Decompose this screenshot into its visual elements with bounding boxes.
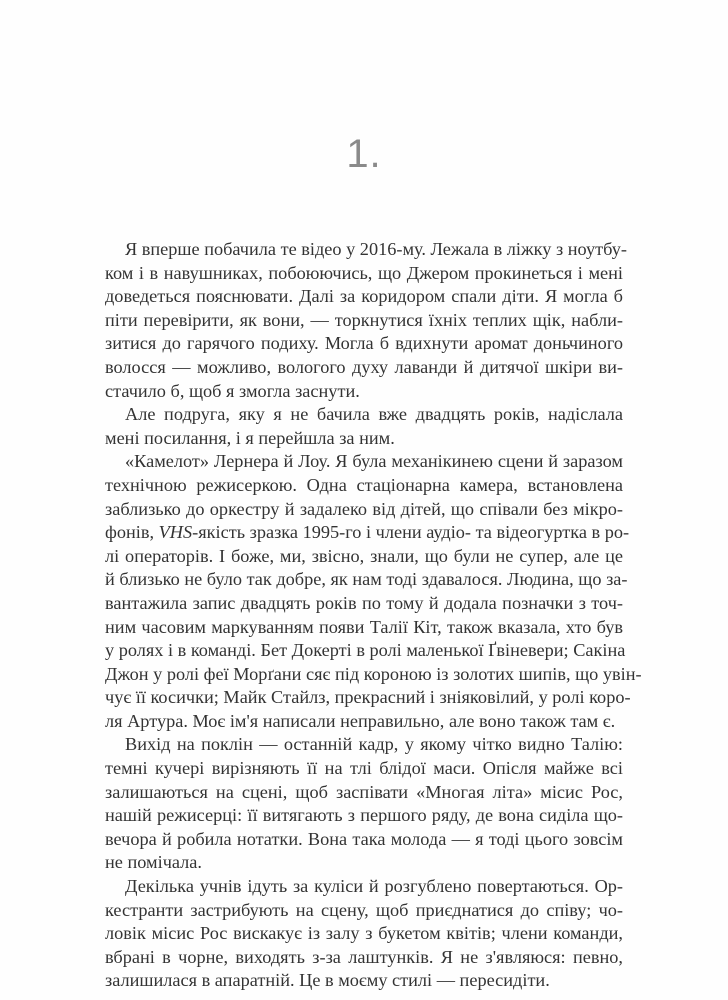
text-line: Але подруга, яку я не бачила вже двадцять років, надіслала — [125, 404, 623, 425]
text-line: зитися до гарячого подиху. Могла б вдихнути аромат доньчиного — [105, 333, 623, 354]
text-line: ля Артура. Моє ім'я написали неправильно, але воно також там є. — [105, 710, 616, 731]
text-line: ним часовим маркуванням появи Талії Кіт, також вказала, хто був — [105, 616, 623, 637]
text-line: залишаються на сцені, щоб заспівати «Многая літа» місис Рос, — [105, 781, 623, 802]
text-line: залишилася в апаратній. Це в моєму стилі — пересидіти. — [105, 970, 550, 991]
text-line: стачило б, щоб я змогла заснути. — [105, 380, 360, 401]
text-line: фонів, VHS-якість зразка 1995-го і члени аудіо- та відеогуртка в ро- — [105, 522, 630, 543]
text-line: «Камелот» Лернера й Лоу. Я була механікинею сцени й заразом — [125, 451, 623, 472]
text-line: чує її косички; Майк Стайлз, прекрасний і зніяковілий, у ролі коро- — [105, 687, 631, 708]
text-line: технічною режисеркою. Одна стаціонарна камера, встановлена — [105, 474, 623, 495]
text-line: кестранти застрибують на сцену, щоб приєднатися до співу; чо- — [105, 899, 623, 920]
italic-term: VHS — [158, 522, 193, 543]
text-line: заблизько до оркестру й задалеко від дітей, що співали без мікро- — [105, 498, 623, 519]
text-line: лі операторів. І боже, ми, звісно, знали, що були не супер, але це — [105, 545, 623, 566]
text-line: у ролях і в команді. Бет Докерті в ролі маленької Ґвіневери; Сакіна — [105, 640, 626, 661]
text-line: ловік місис Рос вискакує із залу з букетом квітів; члени команди, — [105, 923, 623, 944]
text-line: піти перевірити, як вони, — торкнутися їхніх теплих щік, набли- — [105, 309, 623, 330]
text-line: ком і в навушниках, побоюючись, що Джером прокинеться і мені — [105, 262, 623, 283]
text-line: Вихід на поклін — останній кадр, у якому чітко видно Талію: — [125, 734, 623, 755]
text-line: вечора й робила нотатки. Вона така молода — я тоді цього зовсім — [105, 828, 623, 849]
text-line: не помічала. — [105, 852, 202, 873]
chapter-number: 1. — [346, 132, 382, 176]
text-line: мені посилання, і я перейшла за ним. — [105, 427, 395, 448]
text-line: Джон у ролі феї Морґани сяє під короною із золотих шипів, що увін- — [105, 663, 642, 684]
text-line: волосся — можливо, вологого духу лаванди й дитячої шкіри ви- — [105, 356, 623, 377]
text-line: вантажила запис двадцять років по тому й додала позначки з точ- — [105, 592, 623, 613]
text-line: Декілька учнів ідуть за куліси й розгублено повертаються. Ор- — [125, 876, 623, 897]
text-line: темні кучері вирізняють її на тлі блідої маси. Опісля майже всі — [105, 758, 623, 779]
text-line: доведеться пояснювати. Далі за коридором спали діти. Я могла б — [105, 286, 623, 307]
text-line: Я вперше побачила те відео у 2016-му. Лежала в ліжку з ноутбу- — [125, 239, 627, 259]
text-line: нашій режисерці: її витягають з першого ряду, де вона сиділа що- — [105, 805, 623, 826]
chapter-body-text — [105, 238, 642, 993]
text-line: вбрані в чорне, виходять з-за лаштунків. Я не з'являюся: певно, — [105, 946, 623, 967]
text-line: й близько не було так добре, як нам тоді здавалося. Людина, що за- — [105, 569, 628, 590]
